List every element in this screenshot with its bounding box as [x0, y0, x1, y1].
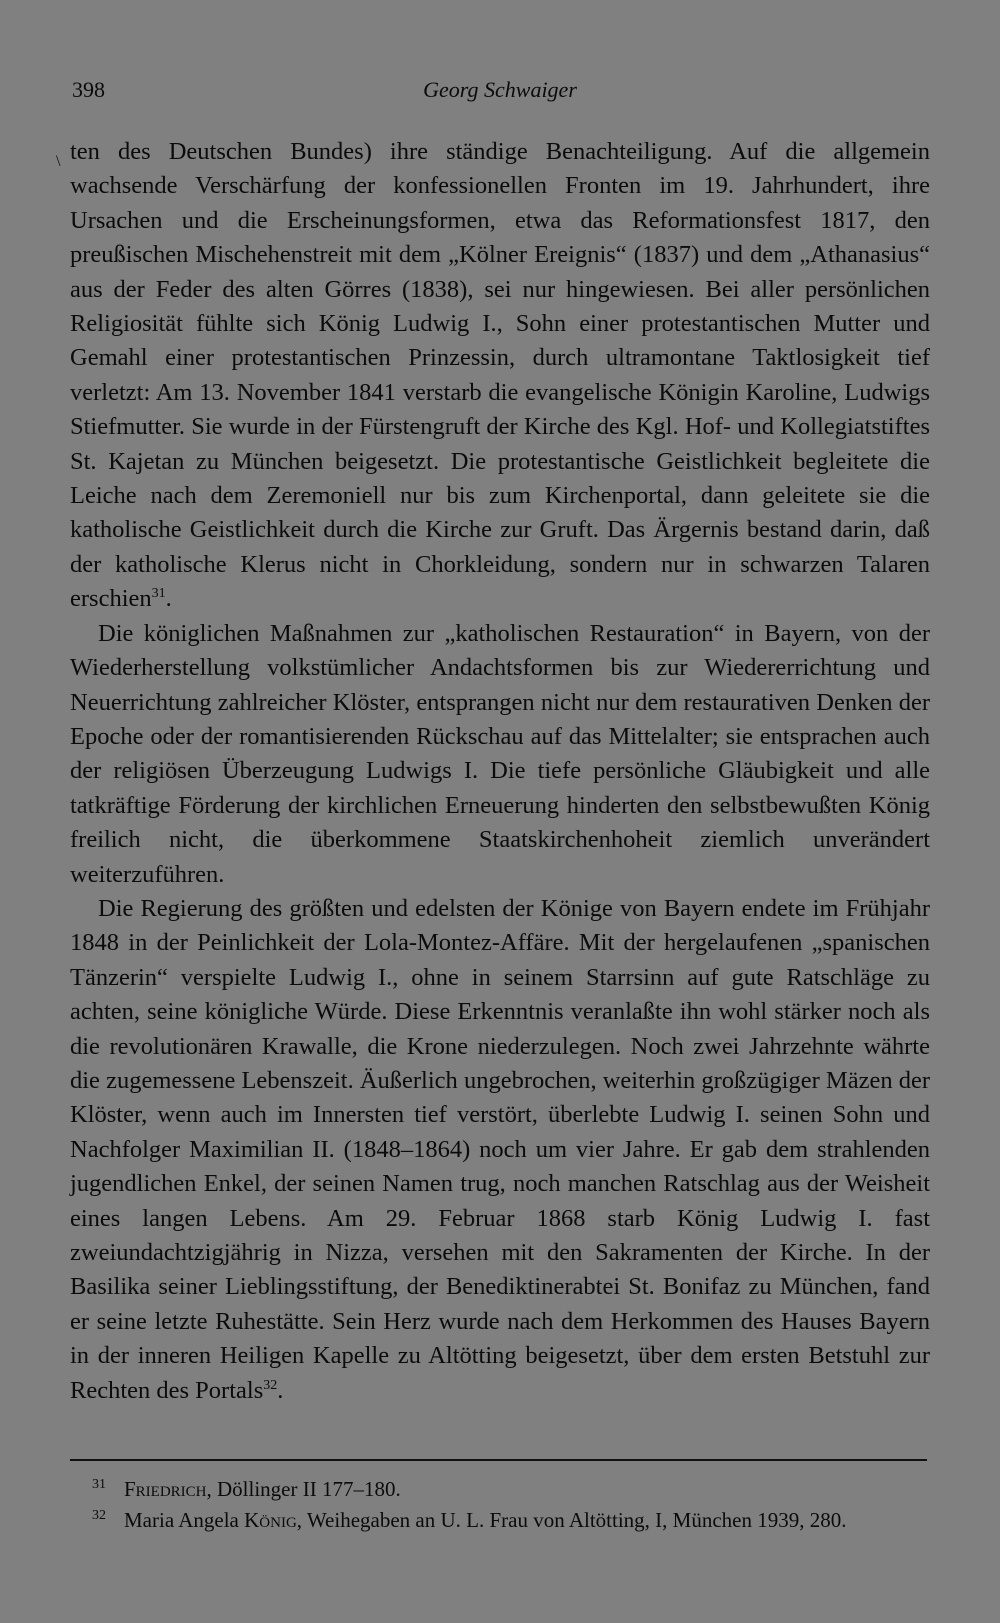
paragraph-end: . [277, 1376, 284, 1404]
body-text [70, 135, 930, 1408]
paragraph-text: Die königlichen Maßnahmen zur „katholischen Restauration“ in Bayern, von der Wiederherstellung volkstümlicher Andachtsformen bis zur Wiedererrichtung und Neuerrichtung zahlreicher Klöster, entsprangen nicht nur dem restaurativen Denken der Epoche oder der romantisierenden Rückschau auf das Mittelalter; sie entsprachen auch der religiösen Überzeugung Ludwigs I. Die tiefe persönliche Gläubigkeit und alle tatkräftige Förderung der kirchlichen Erneuerung hinderten den selbstbewußten König freilich nicht, die überkommene Staatskirchenhoheit ziemlich unverändert weiterzuführen. [70, 619, 930, 888]
footnote-text: , Weihegaben an U. L. Frau von Altötting, I, München 1939, 280. [296, 1508, 847, 1532]
footnote-31 [92, 1474, 922, 1505]
footnote-number: 32 [92, 1508, 106, 1523]
footnotes [92, 1474, 922, 1536]
paragraph-2 [70, 617, 930, 892]
footnote-ref-31[interactable]: 31 [151, 586, 166, 602]
page-header [72, 77, 928, 113]
footnote-author: König [244, 1508, 297, 1532]
paragraph-1 [70, 135, 930, 617]
footnote-text: , Döllinger II 177–180. [206, 1477, 401, 1501]
footnote-number: 31 [92, 1477, 106, 1492]
paragraph-text: ten des Deutschen Bundes) ihre ständige Benachteiligung. Auf die allgemein wachsende Verschärfung der konfessionellen Fronten im 19. Jahrhundert, ihre Ursachen und die Erscheinungsformen, etwa das Reformationsfest 1817, den preußischen Mischehenstreit mit dem „Kölner Ereignis“ (1837) und dem „Athanasius“ aus der Feder des alten Görres (1838), sei nur hingewiesen. Bei aller persönlichen Religiosität fühlte sich König Ludwig I., Sohn einer protestantischen Mutter und Gemahl einer protestantischen Prinzessin, durch ultramontane Taktlosigkeit tief verletzt: Am 13. November 1841 verstarb die evangelische Königin Karoline, Ludwigs Stiefmutter. Sie wurde in der Fürstengruft der Kirche des Kgl. Hof- und Kollegiatstiftes St. Kajetan zu München beigesetzt. Die protestantische Geistlichkeit begleitete die Leiche nach dem Zeremoniell nur bis zum Kirchenportal, dann geleitete sie die katholische Geistlichkeit durch die Kirche zur Gruft. Das Ärgernis bestand darin, daß der katholische Klerus nicht in Chorkleidung, sondern nur in schwarzen Talaren erschien [70, 138, 930, 613]
paragraph-end: . [165, 585, 172, 613]
paragraph-text: Die Regierung des größten und edelsten der Könige von Bayern endete im Frühjahr 1848 in der Peinlichkeit der Lola-Montez-Affäre. Mit der hergelaufenen „spanischen Tänzerin“ verspielte Ludwig I., ohne in seinem Starrsinn auf gute Ratschläge zu achten, seine königliche Würde. Diese Erkenntnis veranlaßte ihn wohl stärker noch als die revolutionären Krawalle, die Krone niederzulegen. Noch zwei Jahrzehnte währte die zugemessene Lebenszeit. Äußerlich ungebrochen, weiterhin großzügiger Mäzen der Klöster, wenn auch im Innersten tief verstört, überlebte Ludwig I. seinen Sohn und Nachfolger Maximilian II. (1848–1864) noch um vier Jahre. Er gab dem strahlenden jugendlichen Enkel, der seinen Namen trug, noch manchen Ratschlag aus der Weisheit eines langen Lebens. Am 29. Februar 1868 starb König Ludwig I. fast zweiundachtzigjährig in Nizza, versehen mit den Sakramenten der Kirche. In der Basilika seiner Lieblingsstiftung, der Benediktinerabtei St. Bonifaz zu München, fand er seine letzte Ruhestätte. Sein Herz wurde nach dem Herkommen des Hauses Bayern in der inneren Heiligen Kapelle zu Altötting beigesetzt, über dem ersten Betstuhl zur Rechten des Portals [70, 894, 930, 1404]
stray-mark: \ [56, 153, 61, 170]
paragraph-3 [70, 892, 930, 1408]
footnote-divider [70, 1459, 927, 1461]
footnote-ref-32[interactable]: 32 [263, 1377, 278, 1393]
footnote-prefix: Maria Angela [124, 1508, 245, 1532]
footnote-author: Friedrich [124, 1477, 207, 1501]
running-head: Georg Schwaiger [423, 77, 577, 102]
footnote-32 [92, 1505, 922, 1536]
page-number: 398 [72, 77, 105, 102]
